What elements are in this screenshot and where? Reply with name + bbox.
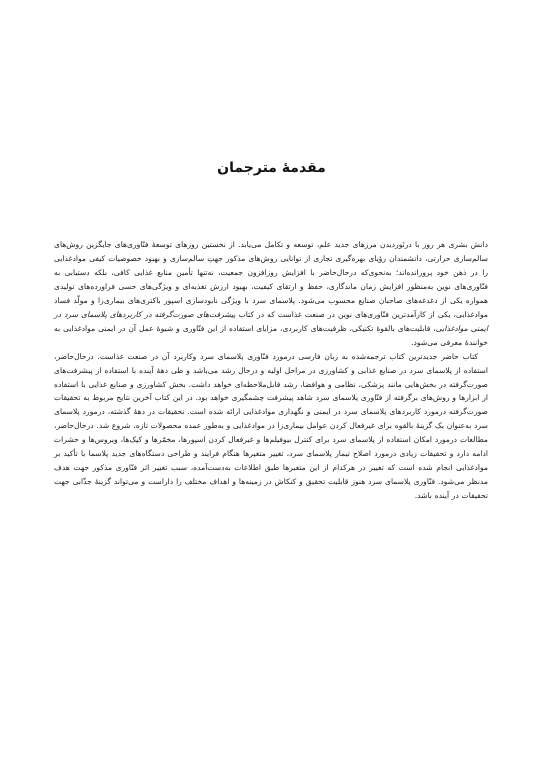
page-title: مقدمهٔ مترجمان: [217, 160, 326, 176]
text-run: ، قابلیت‌های بالقوهٔ تکنیکی، ظرفیت‌های کاربردی، مزایای استفاده از این فنّاوری و شیوهٔ عمل آن در ایمنی موادغذایی به خوانندهٔ معرفی می‌شود.: [54, 323, 488, 347]
book-title-italic: پیشرفت‌های صورت‌گرفته در کاربردهای پلاسمای سرد در ایمنی موادغذایی: [54, 309, 488, 333]
paragraph: [54, 238, 488, 350]
body-text: [54, 238, 488, 503]
text-run: کتاب حاضر جدیدترین کتاب ترجمه‌شده به زبان فارسی درمورد فنّاوری پلاسمای سرد وکاربرد آن در صنعت غذاست. درحال‌حاضر، استفاده از پلاسمای سرد در صنایع غذایی و کشاورزی در مراحل اولیه و درحال رشد می‌باشد و طی دههٔ آینده با استفاده از پیشرفت‌های صورت‌گرفته در بخش‌هایی مانند پزشکی، نظامی و هوافضا، رشد قابل‌ملاحظه‌ای خواهد داشت. بخش کشاورزی و صنایع غذایی با استفاده از ابزارها و روش‌های برگرفته از فنّاوری پلاسمای سرد شاهد پیشرفت چشمگیری خواهد بود. در این کتاب آخرین نتایج مربوط به تحقیقات صورت‌گرفته درمورد کاربردهای پلاسمای سرد در ایمنی و نگهداری موادغذایی ارائه شده است. تحقیقات در دههٔ گذشته، درمورد پلاسمای سرد به‌عنوان یک گزینهٔ بالقوه برای غیرفعال کردن عوامل بیماری‌زا در موادغذایی و به‌طور عمده محصولات تازه، شروع شد. درحال‌حاضر، مطالعات درمورد امکان استفاده از پلاسمای سرد برای کنترل بیوفیلم‌ها و غیرفعال کردن اسپورها، مخمّرها و کپک‌ها، ویروس‌ها و حشرات ادامه دارد و تحقیقات زیادی درمورد اصلاح تیمار پلاسمای سرد، تغییر متغیرها هنگام فرایند و طراحی دستگاه‌های جدید پلاسما با تأکید بر موادغذایی انجام شده است که تغییر در هرکدام از این متغیرها طبق اطلاعات به‌دست‌آمده، سبب تغییر اثر فنّاوری مذکور جهت هدف مدنظر می‌شود. فنّاوری پلاسمای سرد هنوز قابلیت تحقیق و کنکاش در زمینه‌ها و اهداف مختلف را داراست و می‌تواند گزینهٔ جذّابی جهت تحقیقات در آینده باشد.: [54, 351, 488, 501]
paragraph: [54, 350, 488, 503]
text-run: دانش بشری هر روز با درنَوردیدن مرزهای جدید علم، توسعه و تکامل می‌یابد. از نخستین روزهای توسعهٔ فنّاوری‌های جایگزین روش‌های سالم‌سازی حرارتی، دانشمندان رؤیای بهره‌گیری تجاری از توانایی روش‌های مذکور جهتِ سالم‌سازی و بهبود خصوصیات کیفی موادغذایی را در ذهن خود پرورانده‌اند؛ به‌نحوی‌که درحال‌حاضر با افزایش روزافزون جمعیت، نه‌تنها تأمین منابع غذایی کافی، بلکه دستیابی به فنّاوری‌های نوین به‌منظور افزایش زمان ماندگاری، حفظ و ارتقای کیفیت، بهبود ارزش تغذیه‌ای و ویژگی‌های حسی فراورده‌های تولیدی همواره یکی از دغدغه‌های صاحبان صنایع محسوب می‌شود. پلاسمای سرد با ویژگی نابودسازی اسپور باکتری‌های بیماری‌زا و مولّد فساد موادغذایی، یکی از کارآمدترین فنّاوری‌های نوین در صنعت غذاست که در کتاب: [54, 240, 488, 319]
